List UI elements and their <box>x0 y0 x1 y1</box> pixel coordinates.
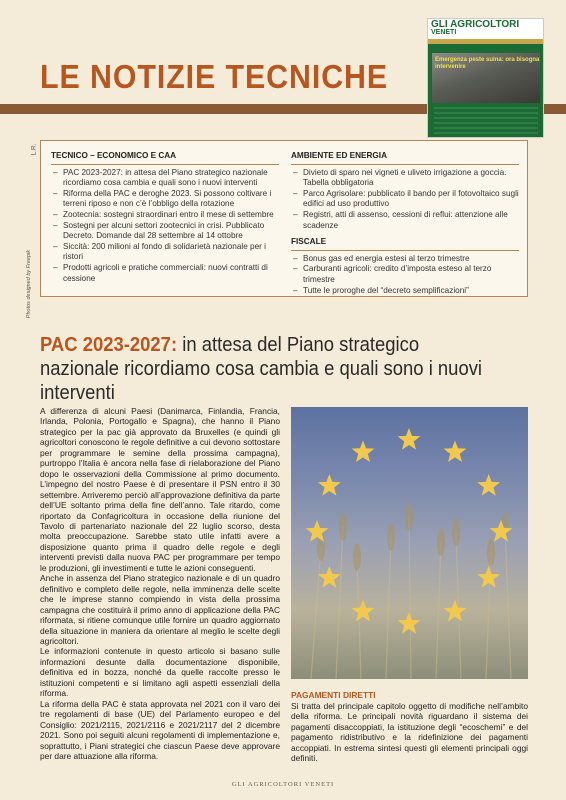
cover-photo <box>432 53 540 103</box>
cover-strip <box>428 39 543 44</box>
photo-credit <box>26 150 38 319</box>
cover-brand: GLI AGRICOLTORI <box>431 19 520 30</box>
summary-list-fiscale <box>291 254 519 296</box>
summary-item[interactable]: – Sostegni per alcuni settori zootecnici in crisi. Pubblicato Decreto. Domande dal 28 settembre al 14 ottobre <box>51 221 279 242</box>
summary-item[interactable]: – Zootecnia: sostegni straordinari entro il mese di settembre <box>51 210 279 221</box>
side-subhead: PAGAMENTI DIRETTI <box>291 690 376 700</box>
page-footer: GLI AGRICOLTORI VENETI <box>231 781 335 788</box>
author-initials: L.R. <box>30 143 38 156</box>
body-paragraph: Le informazioni contenute in questo articolo si basano sulle informazioni desunte dalla documentazione disponibile, definitiva ed in bozza, nonché da quelle raccolte presso le istituzioni competenti e si limitano agli aspetti essenziali della riforma. <box>40 646 280 699</box>
body-paragraph: Anche in assenza del Piano strategico nazionale e di un quadro definitivo e completo delle regole, nella imminenza delle scelte che le imprese stanno compiendo in vista della prossima campagna che costituirà il primo anno di applicazione della PAC riformata, si ritiene comunque utile fornire un quadro aggiornato della situazione in maniera da orientare al meglio le scelte degli agricoltori. <box>40 573 280 646</box>
article-headline <box>40 333 490 405</box>
cover-caption: Emergenza peste suina: ora bisogna intervenire <box>435 57 540 70</box>
summary-box <box>40 140 528 297</box>
cover-brand-sub: VENETI <box>431 29 457 36</box>
headline-highlight: PAC 2023-2027: <box>40 333 178 356</box>
eu-star-icon <box>306 520 329 542</box>
eu-star-icon <box>352 440 375 462</box>
summary-item[interactable]: – Parco Agrisolare: pubblicato il bando per il fotovoltaico sugli edifici ad uso produttivo <box>291 189 519 210</box>
summary-item[interactable]: – Carburanti agricoli: credito d’imposta esteso al terzo trimestre <box>291 264 519 285</box>
magazine-cover-thumbnail <box>427 18 544 138</box>
summary-list-ambiente <box>291 168 519 232</box>
section-title: LE NOTIZIE TECNICHE <box>40 58 389 95</box>
summary-heading-tecnico: TECNICO – ECONOMICO E CAA <box>51 151 279 165</box>
cover-text-lines <box>434 107 538 135</box>
wheat-stalks <box>311 517 511 679</box>
eu-star-icon <box>318 474 341 496</box>
body-paragraph: La riforma della PAC è stata approvata nel 2021 con il varo dei tre regolamenti di base (UE) del Parlamento europeo e del Consiglio: 2021/2115, 2021/2116 e 2021/2117 del 2 dicembre 2021. Sono poi seguiti alcuni regolamenti di implementazione e, soprattutto, i Piani strategici che ciascun Paese deve approvare per dare attuazione alla riforma. <box>40 698 280 761</box>
body-paragraph: A differenza di alcuni Paesi (Danimarca, Finlandia, Francia, Irlanda, Polonia, Portogallo e Spagna), che hanno il Piano strategico per la pac già approvato da Bruxelles (e quindi gli agricoltori conoscono le regole definitive a cui devono sottostare per programmare le semine della prossima campagna), purtroppo l’Italia è ancora nella fase di rielaborazione del Piano dopo le osservazioni della Commissione al primo documento. L’impegno del nostro Paese è di presentare il PSN entro il 30 settembre. Arriveremo perciò all’approvazione definitiva da parte dell’UE soltanto prima della fine dell’anno. Tale ritardo, come riportato da Confagricoltura in occasione della riunione del Tavolo di partenariato nazionale del 22 luglio scorso, desta molta preoccupazione. Sarebbe stato utile infatti avere a disposizione quanto prima il quadro delle regole e degli interventi previsti dalla nuova PAC per programmare per tempo le produzioni, gli investimenti e tutte le azioni conseguenti. <box>40 406 280 573</box>
eu-stars-wheat-illustration <box>291 407 528 679</box>
summary-item[interactable]: – Divieto di sparo nei vigneti e uliveto irrigazione a goccia. Tabella obbligatoria <box>291 168 519 189</box>
headline-text: in attesa del Piano strategico nazionale ricordiamo cosa cambia e quali sono i nuovi interventi <box>40 333 483 404</box>
article-body <box>40 406 280 761</box>
eu-star-icon <box>398 612 421 634</box>
summary-item[interactable]: – Siccità: 200 milioni al fondo di solidarietà nazionale per i ristori <box>51 242 279 263</box>
side-text: Si tratta del principale capitolo oggetto di modifiche nell’ambito della riforma. Le principali novità riguardano il sistema dei pagamenti disaccoppiati, la istituzione degli “ecoschemi” e del pagamento ridistributivo e la ridefinizione dei pagamenti accoppiati. In estrema sintesi questi gli elementi principali oggi definiti. <box>291 701 528 764</box>
summary-item[interactable]: – Bonus gas ed energia estesi al terzo trimestre <box>291 254 519 265</box>
eu-star-icon <box>477 566 500 588</box>
wheat-ears <box>317 503 509 571</box>
summary-list-tecnico <box>51 168 279 285</box>
summary-item[interactable]: – Prodotti agricoli e pratiche commerciali: nuovi contratti di cessione <box>51 263 279 284</box>
summary-item[interactable]: – Riforma della PAC e deroghe 2023. Si possono coltivare i terreni riposo e non c’è l’obbligo della rotazione <box>51 189 279 210</box>
eu-star-icon <box>444 440 467 462</box>
summary-item[interactable]: – PAC 2023-2027: in attesa del Piano strategico nazionale ricordiamo cosa cambia e quali sono i nuovi interventi <box>51 168 279 189</box>
eu-star-icon <box>444 600 467 622</box>
summary-item[interactable]: – Tutte le proroghe del “decreto semplificazioni” <box>291 286 519 297</box>
eu-star-icon <box>477 474 500 496</box>
eu-star-icon <box>398 428 421 450</box>
summary-heading-ambiente: AMBIENTE ED ENERGIA <box>291 151 519 165</box>
summary-heading-fiscale: FISCALE <box>291 237 519 251</box>
cover-header <box>428 19 543 39</box>
eu-star-icon <box>352 600 375 622</box>
summary-item[interactable]: – Registri, atti di assenso, cessioni di reflui: attenzione alle scadenze <box>291 210 519 231</box>
eu-star-icon <box>318 566 341 588</box>
photo-credit-text: Photos designed by Freepik <box>26 250 32 319</box>
summary-column-2 <box>291 151 519 296</box>
eu-star-icon <box>490 520 513 542</box>
eu-flag-wheat-photo <box>291 407 528 679</box>
summary-column-1 <box>51 151 279 284</box>
